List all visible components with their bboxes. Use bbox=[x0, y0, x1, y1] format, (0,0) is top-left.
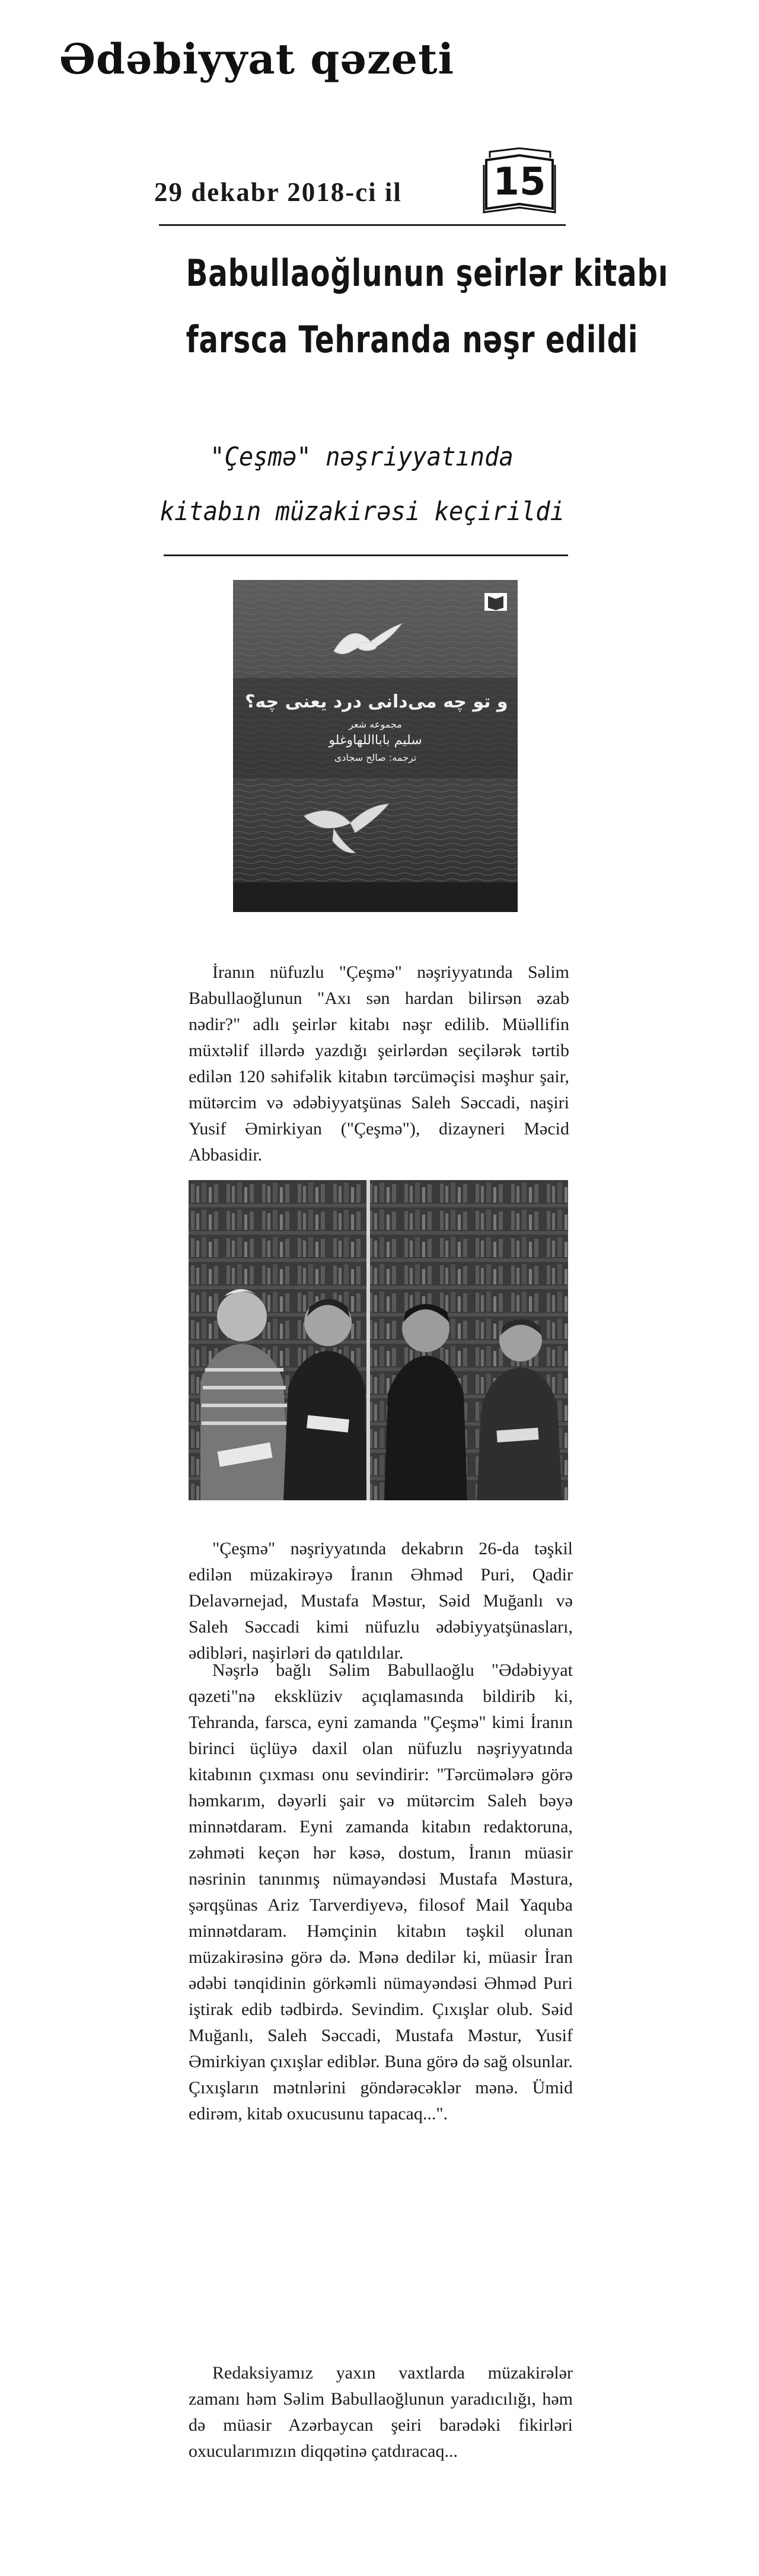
article-paragraph bbox=[189, 1536, 573, 1666]
publisher-logo-icon bbox=[484, 593, 507, 611]
headline-line-1: Babullaoğlunun şeirlər kitabı bbox=[186, 251, 669, 295]
article-headline bbox=[186, 240, 669, 373]
subhead-line-2: kitabın müzakirəsi keçirildi bbox=[160, 496, 565, 527]
book-cover-photo bbox=[233, 580, 518, 912]
group-photo-image bbox=[189, 1180, 568, 1500]
divider-rule bbox=[164, 554, 568, 556]
cover-author: سلیم بابااللهاوغلو bbox=[329, 733, 422, 748]
page-number: 15 bbox=[493, 160, 546, 204]
issue-date: 29 dekabr 2018-ci il bbox=[154, 177, 402, 207]
discussion-group-photo bbox=[189, 1180, 568, 1500]
paragraph-text: Redaksiyamız yaxın vaxtlarda müzakirələr zamanı həm Səlim Babullaoğlunun yaradıcılığı, həm də müasir Azərbaycan şeiri barədəki fikirləri oxucularımızın diqqətinə çatdıracaq... bbox=[189, 2363, 573, 2461]
subhead-line-1: "Çeşmə" nəşriyyatında bbox=[210, 442, 514, 472]
paragraph-text: Nəşrlə bağlı Səlim Babullaoğlu "Ədəbiyyat qəzeti"nə eksklüziv açıqlamasında bildirib ki, Tehranda, farsca, eyni zamanda "Çeşmə" kimi İranın birinci üçlüyə daxil olan nüfuzlu nəşriyyatında kitabının çıxması onu sevindirir: "Tərcümələrə görə həmkarım, dəyərli şair və mütərcim Saleh bəyə minnətdaram. Eyni zamanda kitabın redaktoruna, zəhməti keçən hər kəsə, dostum, İranın müasir nəsrinin tanınmış nümayəndəsi Mustafa Məstura, şərqşünas Ariz Tarverdiyevə, filosof Mail Yaquba minnətdaram. Həmçinin kitabın təşkil olunan müzakirəsinə görə də. Mənə dedilər ki, müasir İran ədəbi tənqidinin görkəmli nümayəndəsi Əhməd Puri iştirak edib tədbirdə. Sevindim. Çıxışlar olub. Səid Muğanlı, Saleh Səccadi, Mustafa Məstur, Yusif Əmirkiyan çıxışlar ediblər. Buna görə də sağ olsunlar. Çıxışların mətnlərini göndərəcəklər mənə. Ümid edirəm, kitab oxucusunu tapacaq...". bbox=[189, 1660, 573, 2124]
cover-translator: ترجمه: صالح سجادی bbox=[334, 752, 417, 763]
divider-rule bbox=[159, 224, 566, 226]
article-paragraph bbox=[189, 2360, 573, 2465]
cover-subtitle: مجموعه شعر bbox=[349, 719, 402, 730]
article-paragraph bbox=[189, 959, 569, 1168]
article-paragraph bbox=[189, 1657, 573, 2127]
article-subheadline bbox=[160, 430, 564, 539]
headline-line-2: farsca Tehranda nəşr edildi bbox=[186, 318, 639, 361]
paragraph-text: "Çeşmə" nəşriyyatında dekabrın 26-da təşkil edilən müzakirəyə İranın Əhməd Puri, Qadir Delavərnejad, Mustafa Məstur, Səid Muğanlı və Saleh Səccadi kimi nüfuzlu ədəbiyyatşünasları, ədibləri, naşirləri də qatıldılar. bbox=[189, 1539, 573, 1663]
newspaper-masthead: Ədəbiyyat qəzeti bbox=[59, 34, 455, 84]
cover-title: و تو چه می‌دانی درد یعنی چه؟ bbox=[245, 691, 508, 712]
paragraph-text: İranın nüfuzlu "Çeşmə" nəşriyyatında Səlim Babullaoğlunun "Axı sən hardan bilirsən əzab nədir?" adlı şeirlər kitabı nəşr edilib. Müəllifin müxtəlif illərdə yazdığı şeirlərdən seçilərək tərtib edilən 120 səhifəlik kitabın tərcüməçisi məşhur şair, mütərcim və ədəbiyyatşünas Saleh Səccadi, naşiri Yusif Əmirkiyan ("Çeşmə"), dizayneri Məcid Abbasidir. bbox=[189, 962, 569, 1165]
